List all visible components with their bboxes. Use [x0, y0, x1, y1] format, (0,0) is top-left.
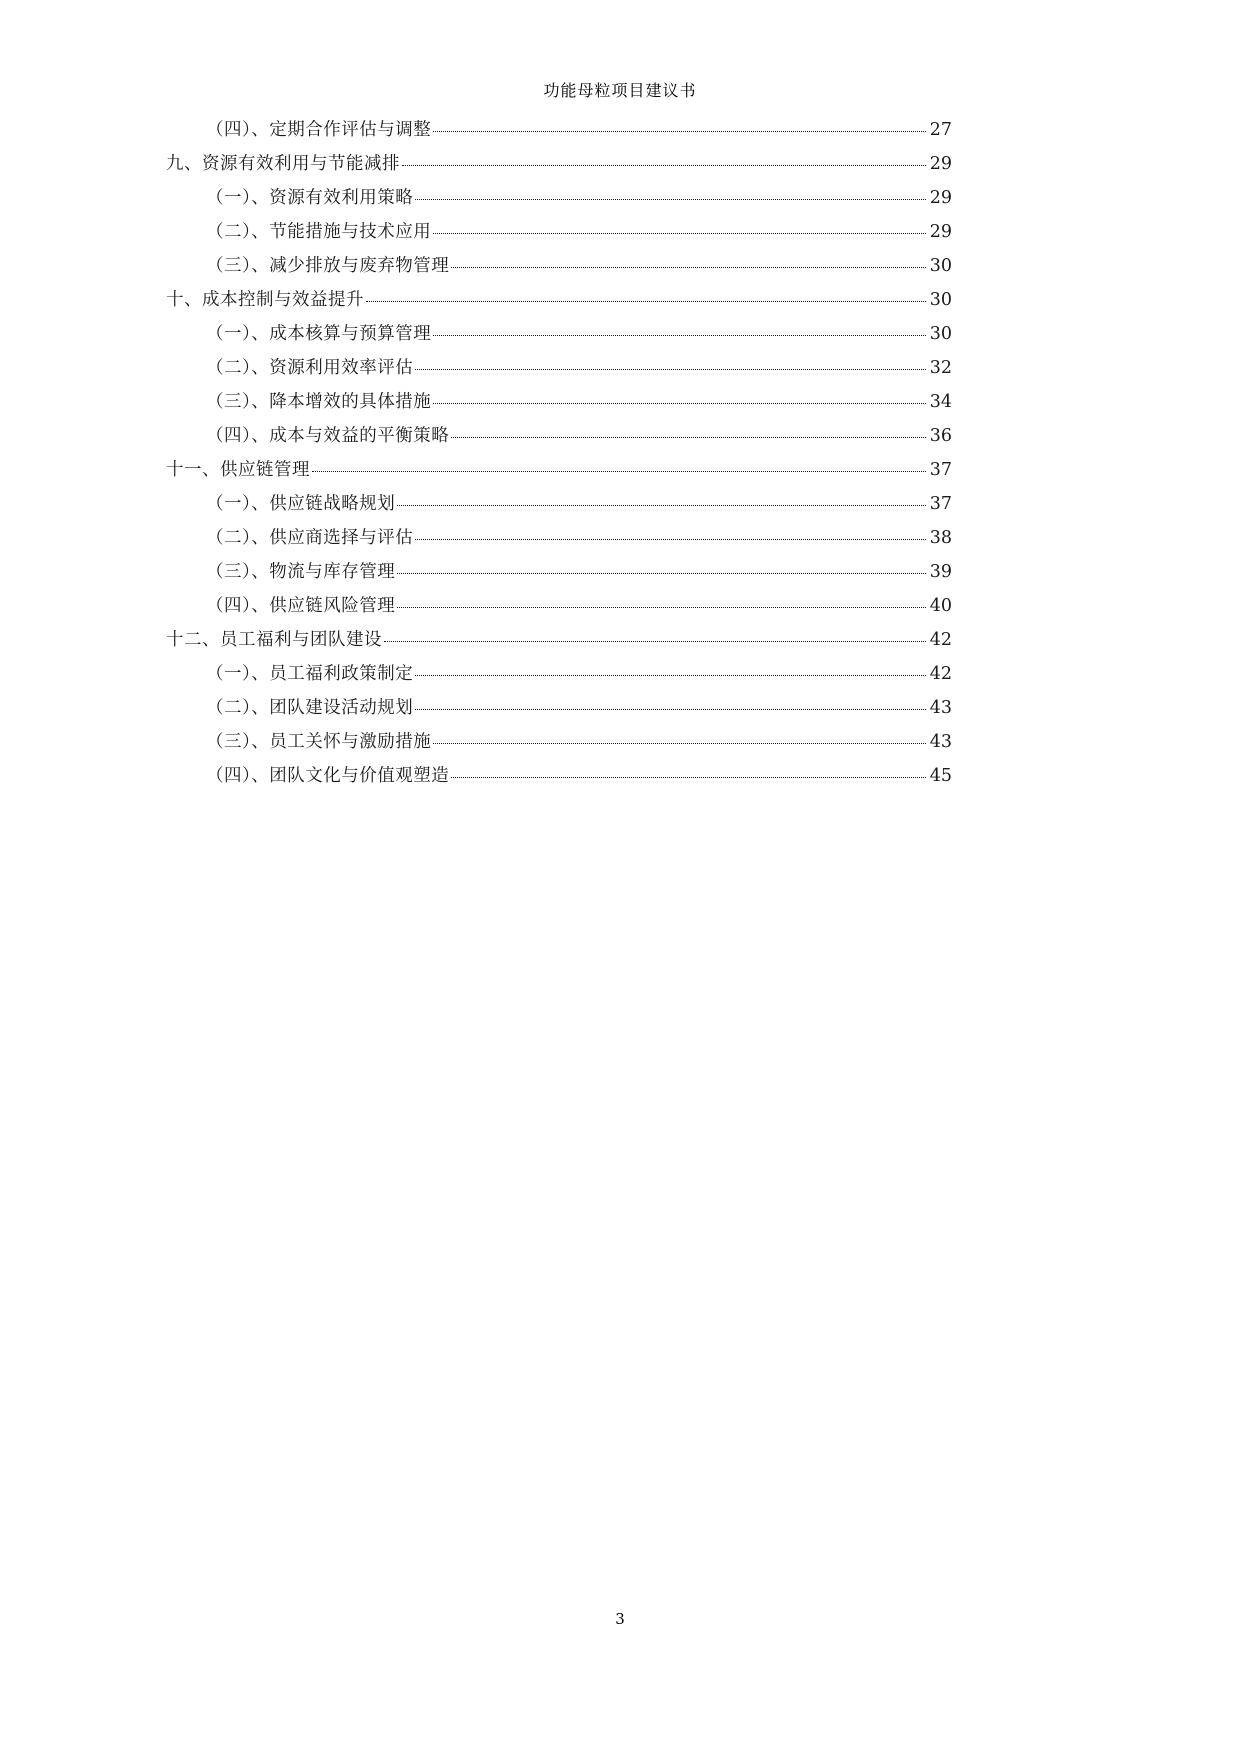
toc-entry[interactable]	[152, 564, 952, 582]
toc-entry-title: （三）、物流与库存管理	[206, 562, 396, 582]
toc-entry-title: （三）、员工关怀与激励措施	[206, 732, 432, 752]
toc-entry-page: 27	[929, 120, 952, 140]
toc-leader-dots	[397, 573, 925, 574]
toc-entry[interactable]	[152, 428, 952, 446]
toc-entry[interactable]	[152, 496, 952, 514]
toc-entry[interactable]	[152, 768, 952, 786]
toc-leader-dots	[451, 777, 925, 778]
toc-leader-dots	[397, 607, 925, 608]
toc-entry-page: 32	[929, 358, 952, 378]
toc-entry-title: （四）、定期合作评估与调整	[206, 120, 432, 140]
toc-entry[interactable]	[152, 598, 952, 616]
toc-entry-title: （三）、降本增效的具体措施	[206, 392, 432, 412]
toc-entry-page: 42	[929, 664, 952, 684]
toc-entry[interactable]	[152, 530, 952, 548]
toc-entry[interactable]	[152, 360, 952, 378]
toc-entry-page: 38	[929, 528, 952, 548]
toc-entry-page: 30	[929, 324, 952, 344]
toc-entry-page: 37	[929, 460, 952, 480]
toc-entry[interactable]	[152, 394, 952, 412]
toc-leader-dots	[415, 675, 925, 676]
toc-leader-dots	[312, 471, 926, 472]
toc-entry[interactable]	[152, 258, 952, 276]
toc-leader-dots	[415, 369, 925, 370]
toc-entry-page: 29	[929, 154, 952, 174]
toc-entry[interactable]	[152, 462, 952, 480]
toc-entry[interactable]	[152, 224, 952, 242]
toc-entry[interactable]	[152, 632, 952, 650]
toc-leader-dots	[451, 267, 925, 268]
toc-entry[interactable]	[152, 292, 952, 310]
toc-entry-page: 42	[929, 630, 952, 650]
toc-entry-title: 十、成本控制与效益提升	[166, 290, 364, 310]
toc-entry[interactable]	[152, 700, 952, 718]
toc-entry-title: （一）、员工福利政策制定	[206, 664, 414, 684]
toc-entry-page: 43	[929, 698, 952, 718]
toc-entry-title: （四）、成本与效益的平衡策略	[206, 426, 450, 446]
toc-entry-title: （一）、供应链战略规划	[206, 494, 396, 514]
toc-leader-dots	[415, 539, 925, 540]
toc-entry-title: 九、资源有效利用与节能减排	[166, 154, 400, 174]
toc-entry-title: （二）、团队建设活动规划	[206, 698, 414, 718]
toc-leader-dots	[433, 403, 925, 404]
toc-entry-title: （四）、团队文化与价值观塑造	[206, 766, 450, 786]
toc-entry[interactable]	[152, 734, 952, 752]
table-of-contents	[152, 122, 952, 802]
toc-entry-title: （一）、成本核算与预算管理	[206, 324, 432, 344]
toc-entry[interactable]	[152, 122, 952, 140]
toc-entry[interactable]	[152, 156, 952, 174]
toc-leader-dots	[433, 743, 925, 744]
toc-entry-page: 30	[929, 290, 952, 310]
toc-entry-title: （二）、供应商选择与评估	[206, 528, 414, 548]
toc-leader-dots	[384, 641, 926, 642]
toc-entry-title: （三）、减少排放与废弃物管理	[206, 256, 450, 276]
toc-entry[interactable]	[152, 190, 952, 208]
toc-leader-dots	[451, 437, 925, 438]
toc-entry-page: 30	[929, 256, 952, 276]
toc-entry-page: 29	[929, 222, 952, 242]
toc-leader-dots	[402, 165, 926, 166]
toc-entry-page: 37	[929, 494, 952, 514]
toc-entry-title: （二）、节能措施与技术应用	[206, 222, 432, 242]
toc-entry-title: 十一、供应链管理	[166, 460, 310, 480]
page-number-footer: 3	[615, 1610, 625, 1628]
toc-leader-dots	[415, 709, 925, 710]
toc-entry-page: 40	[929, 596, 952, 616]
toc-entry-page: 39	[929, 562, 952, 582]
toc-leader-dots	[366, 301, 926, 302]
toc-entry[interactable]	[152, 666, 952, 684]
toc-entry-page: 34	[929, 392, 952, 412]
toc-entry-title: （一）、资源有效利用策略	[206, 188, 414, 208]
toc-leader-dots	[397, 505, 925, 506]
toc-entry-title: （二）、资源利用效率评估	[206, 358, 414, 378]
toc-leader-dots	[415, 199, 925, 200]
toc-leader-dots	[433, 131, 925, 132]
toc-leader-dots	[433, 335, 925, 336]
toc-entry-page: 43	[929, 732, 952, 752]
toc-entry-page: 29	[929, 188, 952, 208]
toc-leader-dots	[433, 233, 925, 234]
toc-entry-page: 45	[929, 766, 952, 786]
toc-entry-title: 十二、员工福利与团队建设	[166, 630, 382, 650]
toc-entry-title: （四）、供应链风险管理	[206, 596, 396, 616]
toc-entry[interactable]	[152, 326, 952, 344]
page-header: 功能母粒项目建议书	[543, 81, 697, 100]
toc-entry-page: 36	[929, 426, 952, 446]
